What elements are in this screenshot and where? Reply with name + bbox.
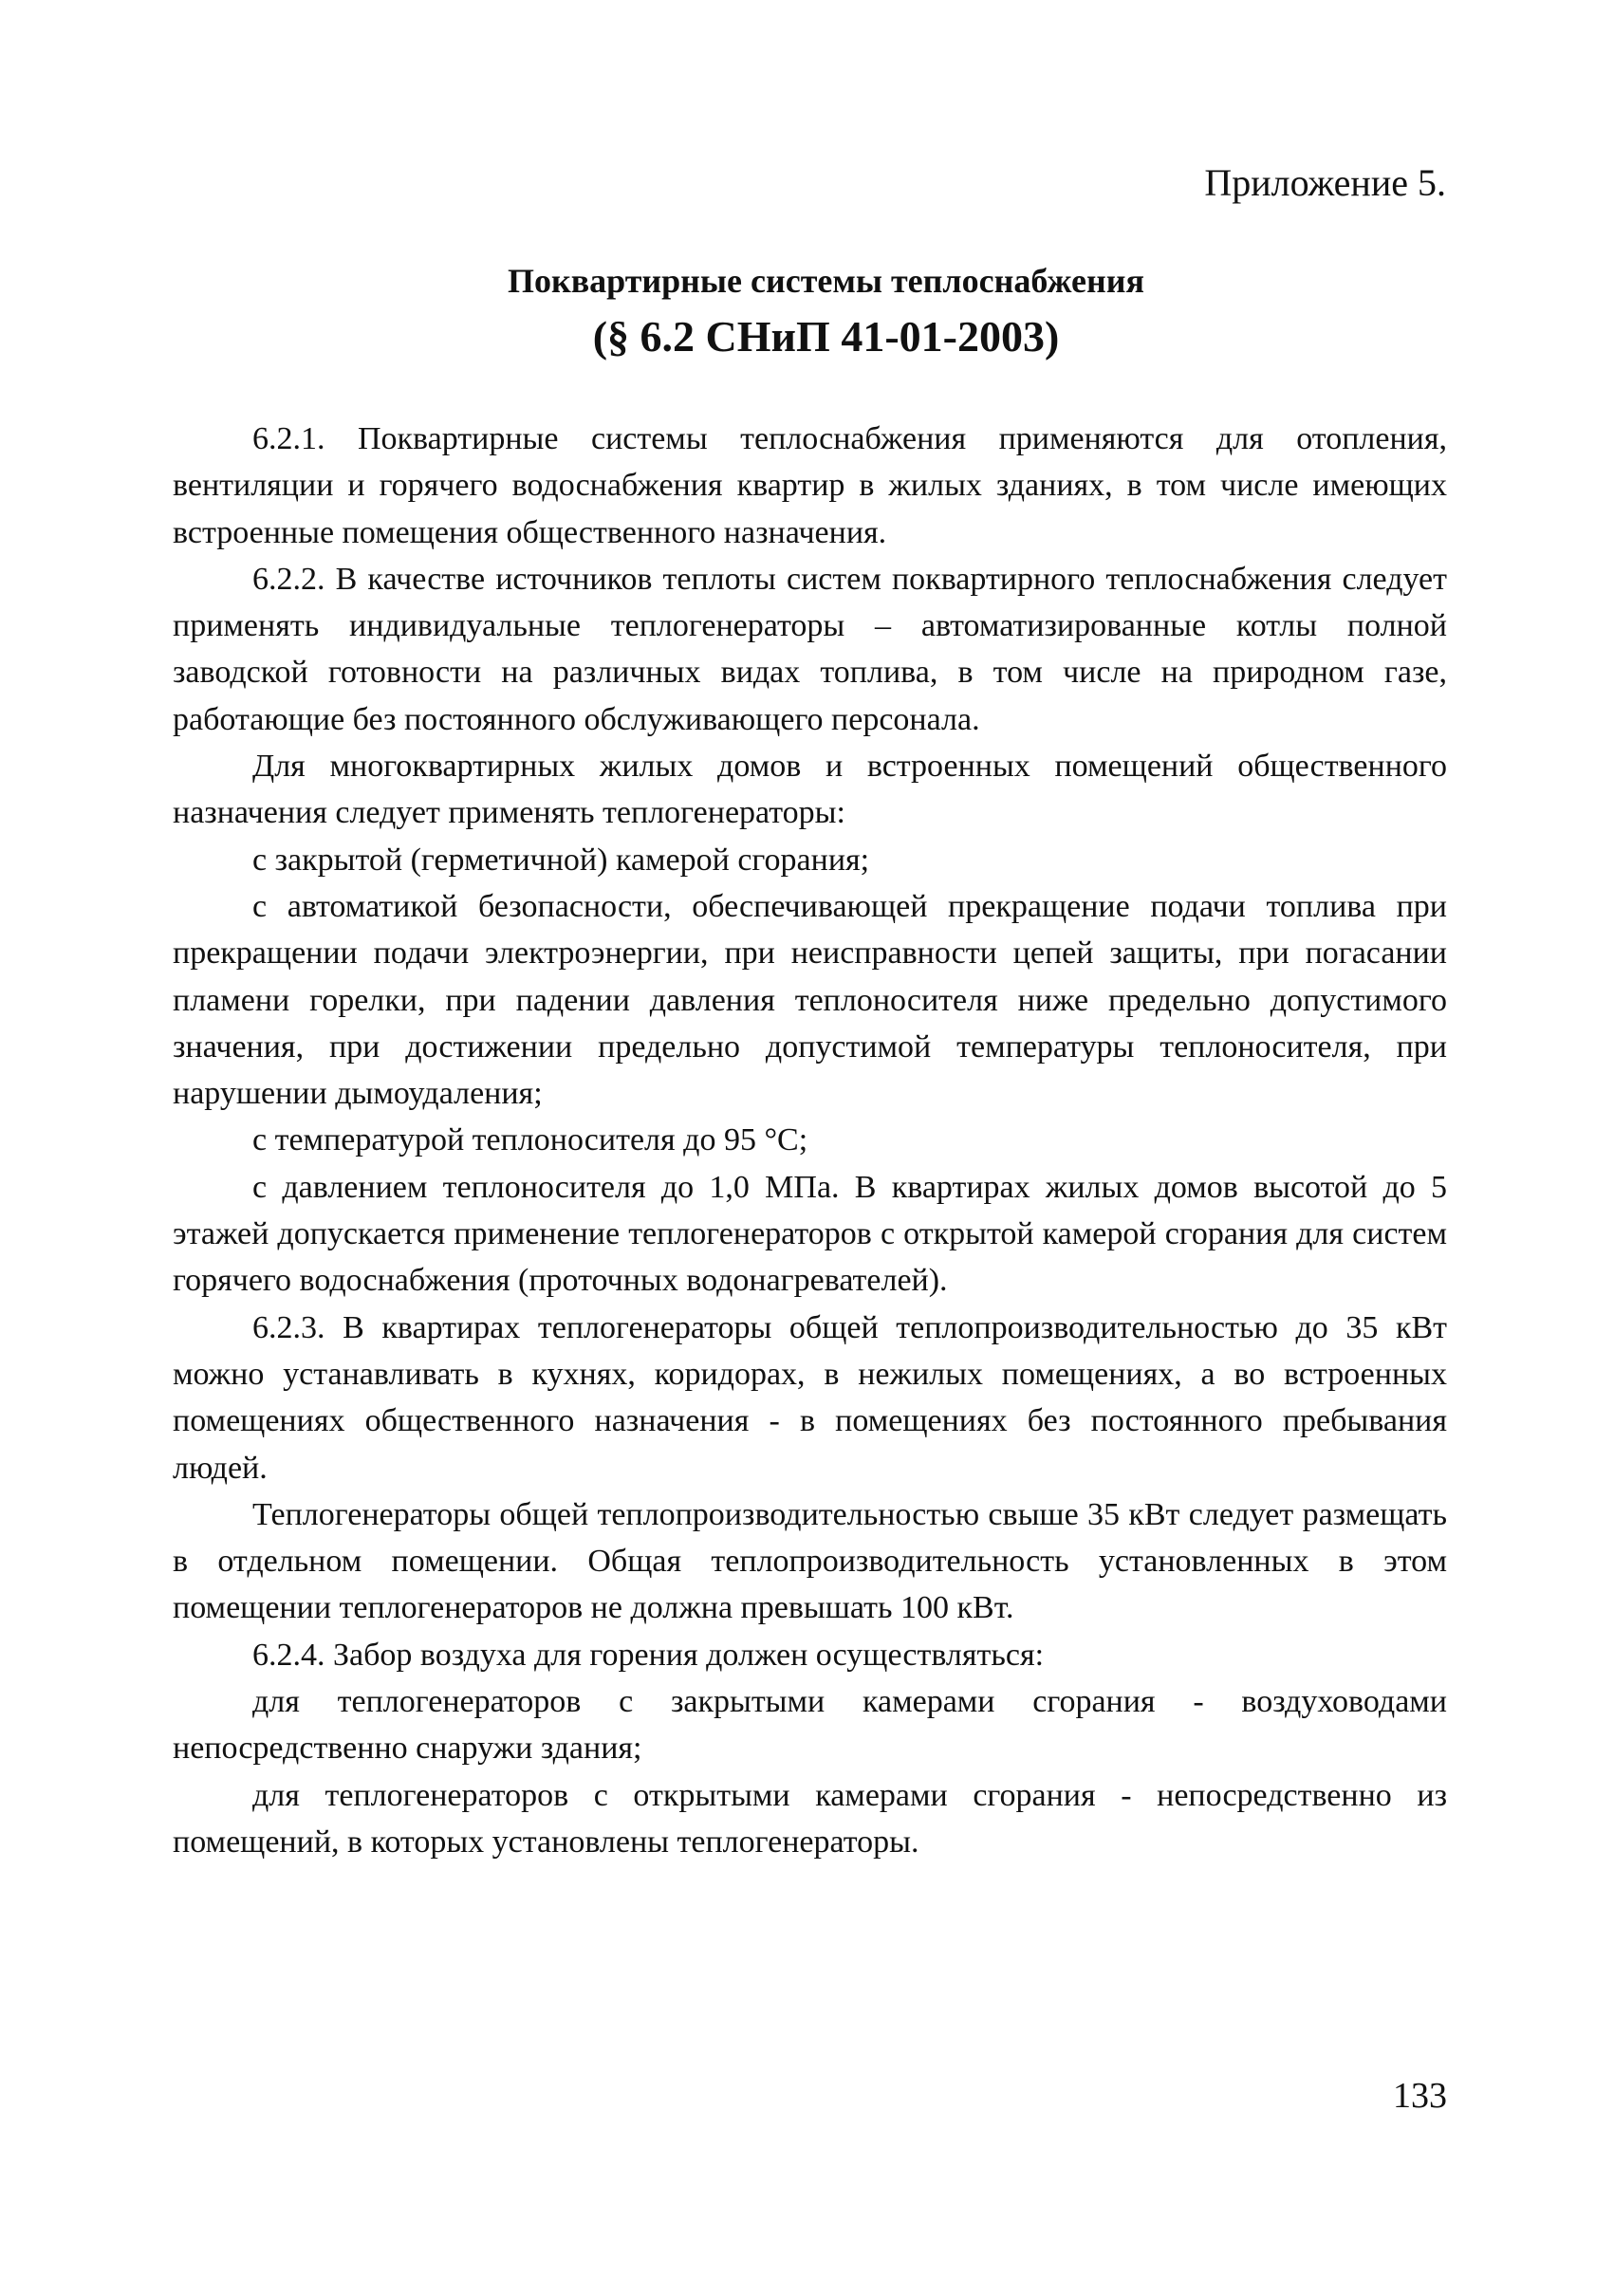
requirement-temperature: с температурой теплоносителя до 95 °С; <box>252 1122 808 1158</box>
paragraph-6-2-3: 6.2.3. В квартирах теплогенераторы общей теплопроизводительностью до 35 кВт можно устанавливать в кухнях, коридорах, в нежилых помещениях, а во встроенных помещениях общественного назначения - в помещениях без постоянного пребывания людей. <box>173 1309 1447 1486</box>
paragraph-separate-room: Теплогенераторы общей теплопроизводительностью свыше 35 кВт следует размещать в отдельном помещении. Общая теплопроизводительность установленных в этом помещении теплогенераторов не должна превышать 100 кВт. <box>173 1496 1447 1626</box>
requirement-pressure: с давлением теплоносителя до 1,0 МПа. В квартирах жилых домов высотой до 5 этажей допускается применение теплогенераторов с открытой камерой сгорания для систем горячего водоснабжения (проточных водонагревателей). <box>173 1169 1447 1299</box>
paragraph-6-2-2: 6.2.2. В качестве источников теплоты систем поквартирного теплоснабжения следует применять индивидуальные теплогенераторы – автоматизированные котлы полной заводской готовности на различных видах топлива, в том числе на природном газе, работающие без постоянного обслуживающего персонала. <box>173 561 1447 737</box>
requirement-safety-automation: с автоматикой безопасности, обеспечивающей прекращение подачи топлива при прекращении подачи электроэнергии, при неисправности цепей защиты, при погасании пламени горелки, при падении давления теплоносителя ниже предельно допустимого значения, при достижении предельно допустимой температуры теплоносителя, при нарушении дымоудаления; <box>173 888 1447 1112</box>
paragraph-6-2-1: 6.2.1. Поквартирные системы теплоснабжения применяются для отопления, вентиляции и горячего водоснабжения квартир в жилых зданиях, в том числе имеющих встроенные помещения общественного назначения. <box>173 421 1447 550</box>
appendix-label: Приложение 5. <box>1204 161 1446 204</box>
document-title: Поквартирные системы теплоснабжения <box>508 262 1144 300</box>
page-number: 133 <box>1393 2076 1447 2116</box>
paragraph-apartment-requirements: Для многоквартирных жилых домов и встроенных помещений общественного назначения следует применять теплогенераторы: <box>173 749 1447 831</box>
air-intake-closed-chambers: для теплогенераторов с закрытыми камерами сгорания - воздуховодами непосредственно снаружи здания; <box>173 1684 1447 1767</box>
air-intake-open-chambers: для теплогенераторов с открытыми камерами сгорания - непосредственно из помещений, в которых установлены теплогенераторы. <box>173 1777 1447 1860</box>
document-subtitle: (§ 6.2 СНиП 41-01-2003) <box>592 312 1060 361</box>
requirement-closed-chamber: с закрытой (герметичной) камерой сгорания; <box>252 842 870 878</box>
paragraph-6-2-4: 6.2.4. Забор воздуха для горения должен осуществляться: <box>252 1637 1045 1673</box>
body-text <box>173 416 1447 1865</box>
